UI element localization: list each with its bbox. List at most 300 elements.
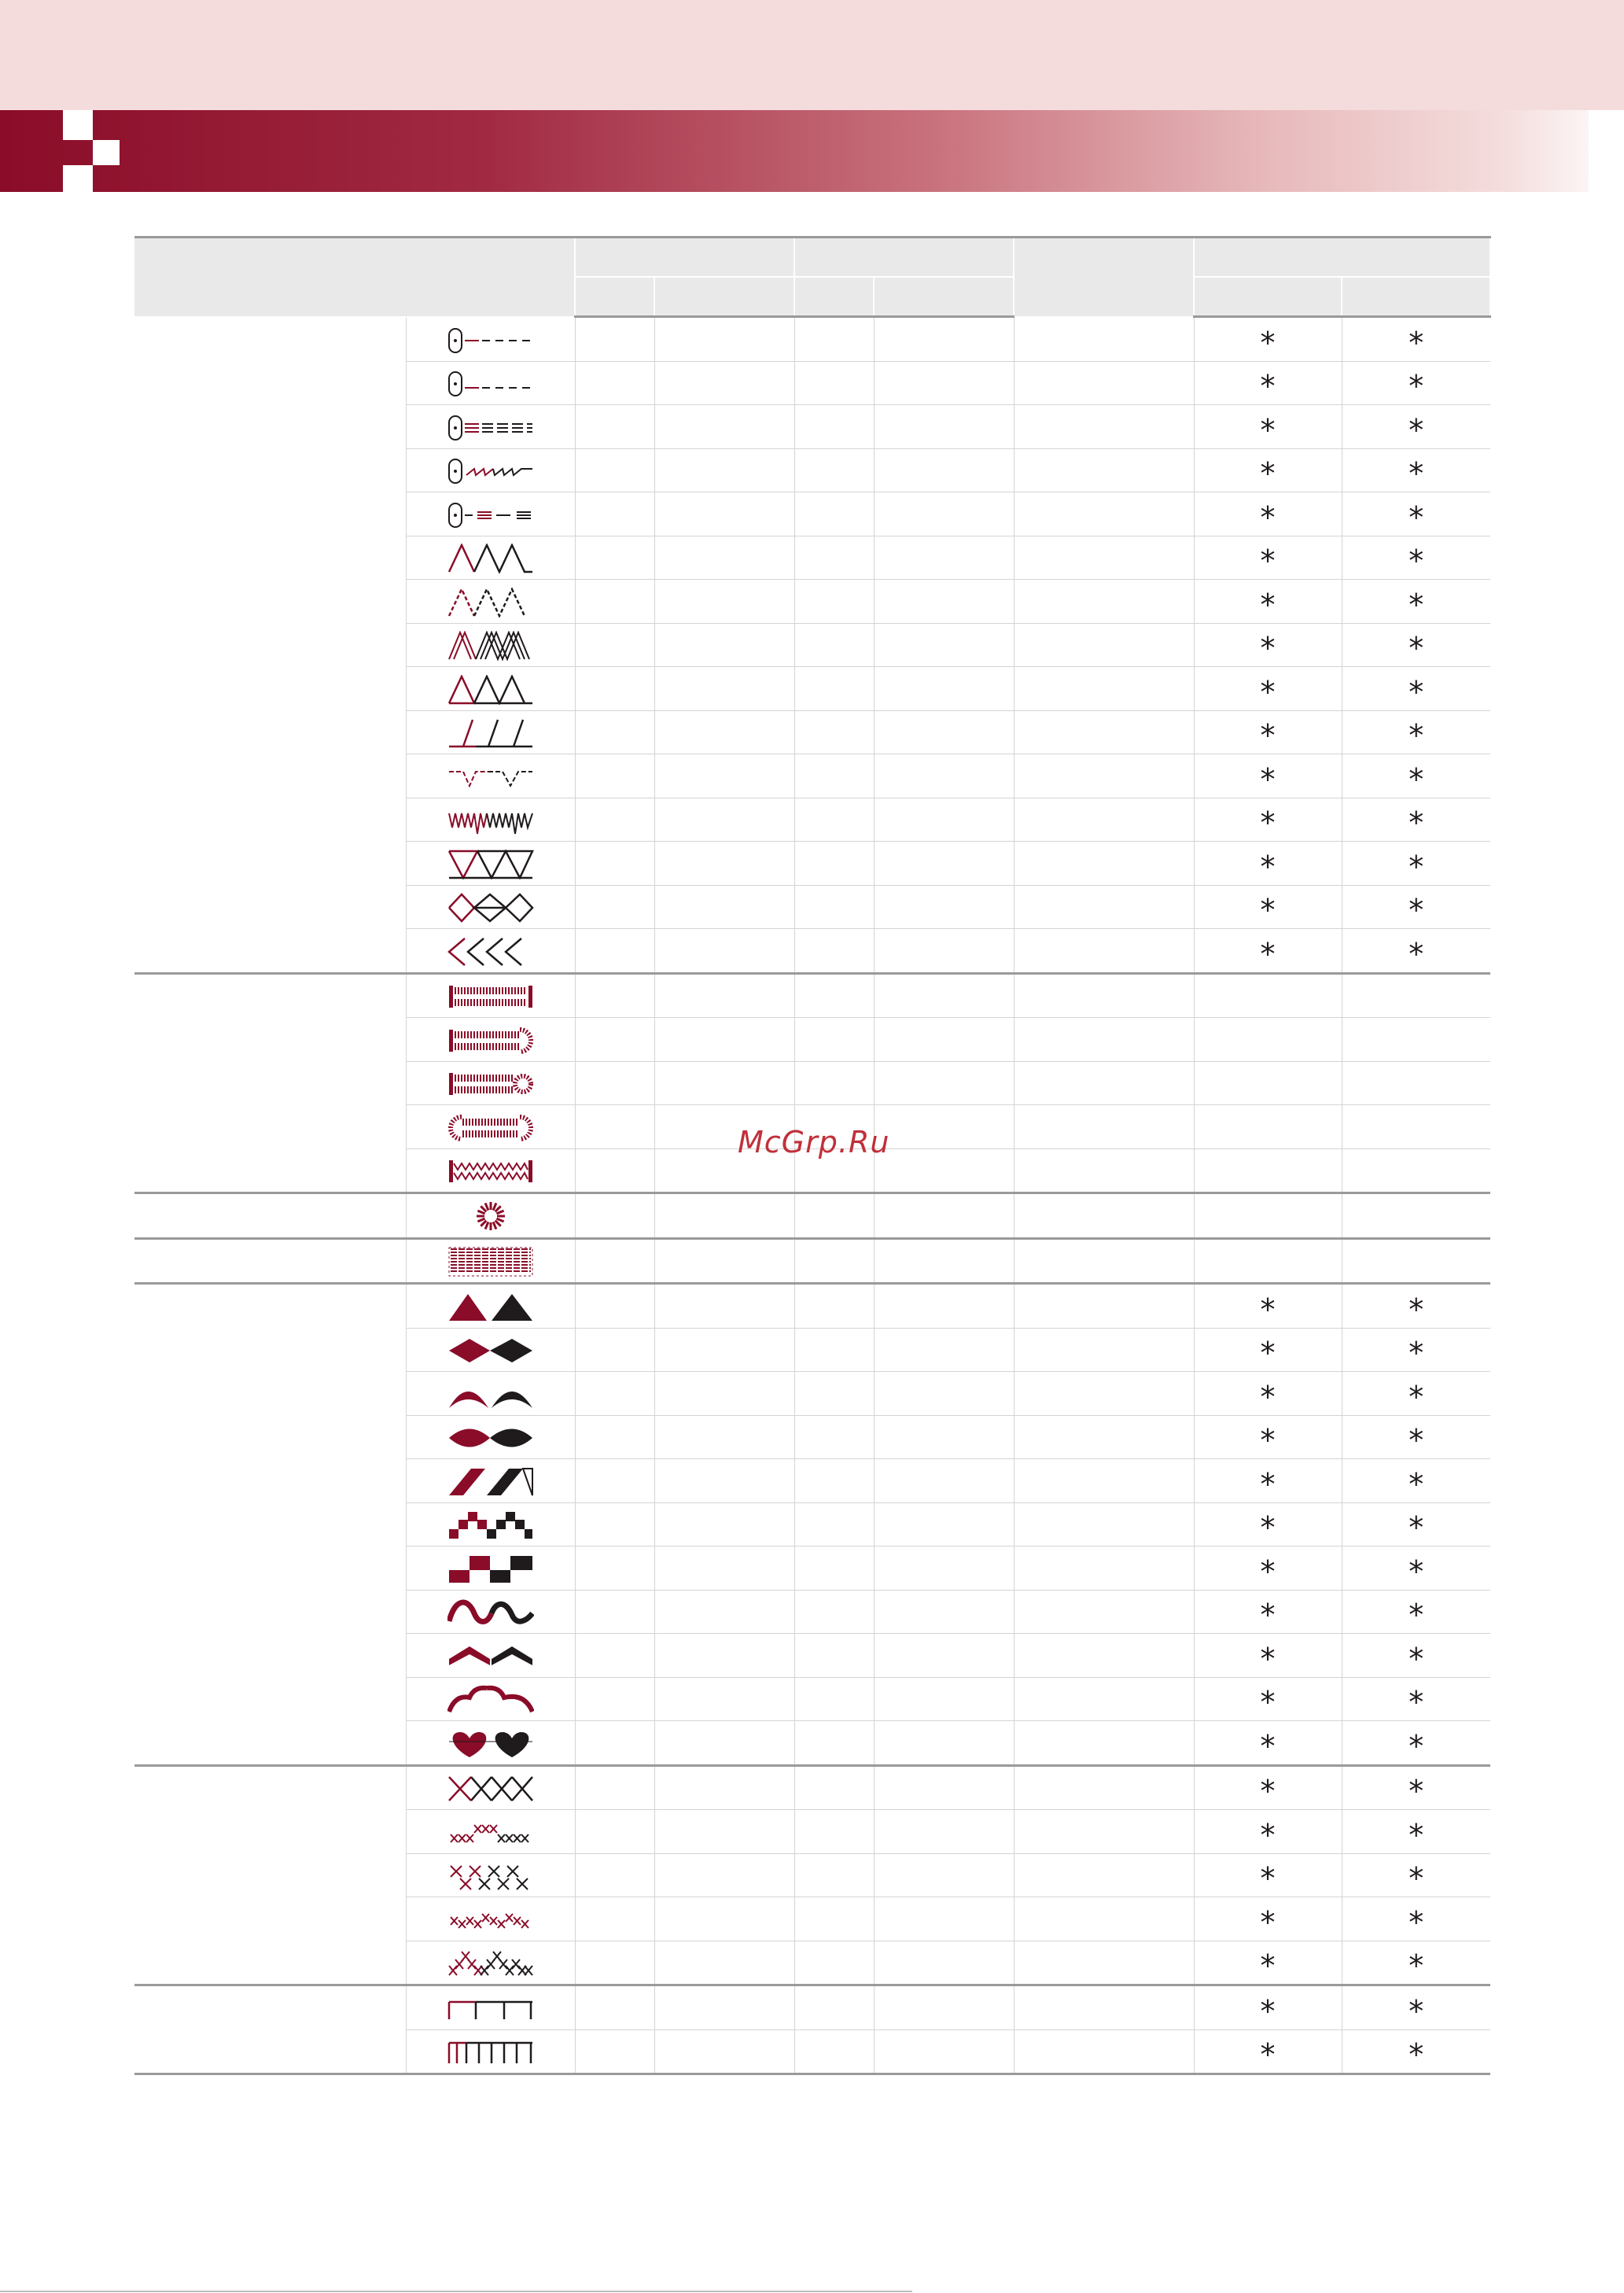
empty-cell bbox=[874, 929, 1014, 974]
asterisk-mark: * bbox=[1260, 674, 1276, 710]
empty-cell bbox=[654, 1897, 794, 1941]
empty-cell bbox=[575, 1193, 654, 1239]
empty-cell bbox=[1014, 623, 1194, 667]
empty-cell bbox=[575, 1897, 654, 1941]
empty-cell bbox=[654, 1765, 794, 1810]
empty-cell bbox=[874, 623, 1014, 667]
empty-cell bbox=[874, 1238, 1014, 1284]
setting-cell bbox=[1194, 1853, 1342, 1897]
setting-cell bbox=[1194, 710, 1342, 754]
category-cell bbox=[134, 1765, 406, 1985]
empty-cell bbox=[654, 1677, 794, 1721]
empty-cell bbox=[654, 492, 794, 536]
empty-cell bbox=[575, 1546, 654, 1591]
empty-cell bbox=[874, 1502, 1014, 1546]
satin-arch-icon bbox=[406, 1372, 575, 1416]
stretch-straight-stitch-icon bbox=[406, 448, 575, 492]
empty-cell bbox=[874, 361, 1014, 405]
empty-cell bbox=[654, 1415, 794, 1459]
satin-triangle-icon bbox=[406, 1284, 575, 1329]
empty-cell bbox=[874, 1721, 1014, 1766]
setting-cell bbox=[1194, 317, 1342, 362]
setting-cell bbox=[1194, 798, 1342, 842]
watermark: McGrp.Ru bbox=[738, 1125, 890, 1159]
empty-cell bbox=[575, 536, 654, 580]
asterisk-mark: * bbox=[1409, 2037, 1424, 2073]
category-cell bbox=[134, 317, 406, 974]
empty-cell bbox=[575, 1590, 654, 1634]
empty-cell bbox=[575, 1415, 654, 1459]
asterisk-mark: * bbox=[1260, 805, 1276, 841]
header-band bbox=[0, 0, 1624, 110]
empty-cell bbox=[1014, 1105, 1194, 1149]
elastic-zigzag-icon bbox=[406, 798, 575, 842]
empty-cell bbox=[874, 1328, 1014, 1372]
asterisk-mark: * bbox=[1409, 718, 1424, 754]
asterisk-mark: * bbox=[1409, 1685, 1424, 1720]
empty-cell bbox=[794, 929, 874, 974]
setting-cell bbox=[1194, 1459, 1342, 1503]
empty-cell bbox=[654, 448, 794, 492]
empty-cell bbox=[575, 1459, 654, 1503]
empty-cell bbox=[575, 842, 654, 886]
empty-cell bbox=[575, 798, 654, 842]
asterisk-mark: * bbox=[1409, 412, 1424, 448]
setting-cell bbox=[1194, 1502, 1342, 1546]
setting-cell bbox=[1342, 536, 1490, 580]
satin-checker-small-icon bbox=[406, 1502, 575, 1546]
asterisk-mark: * bbox=[1260, 893, 1276, 928]
setting-cell bbox=[1342, 448, 1490, 492]
setting-cell bbox=[1194, 754, 1342, 798]
empty-cell bbox=[654, 1459, 794, 1503]
asterisk-mark: * bbox=[1409, 1904, 1424, 1940]
header-group-b bbox=[794, 238, 1014, 278]
setting-cell bbox=[1342, 798, 1490, 842]
setting-cell bbox=[1342, 973, 1490, 1018]
triple-straight-stitch-icon bbox=[406, 405, 575, 449]
empty-cell bbox=[654, 1061, 794, 1105]
empty-cell bbox=[874, 1853, 1014, 1897]
empty-cell bbox=[794, 361, 874, 405]
empty-cell bbox=[794, 1853, 874, 1897]
empty-cell bbox=[575, 1238, 654, 1284]
footer-rule bbox=[0, 2291, 912, 2292]
empty-cell bbox=[1014, 1372, 1194, 1416]
satin-parallelogram-icon bbox=[406, 1459, 575, 1503]
asterisk-mark: * bbox=[1260, 2037, 1276, 2073]
asterisk-mark: * bbox=[1260, 718, 1276, 754]
empty-cell bbox=[575, 885, 654, 929]
empty-cell bbox=[1014, 1193, 1194, 1239]
darning-icon bbox=[406, 1238, 575, 1284]
setting-cell bbox=[1194, 1546, 1342, 1591]
setting-cell bbox=[1194, 1284, 1342, 1329]
header-stitch bbox=[134, 238, 575, 317]
asterisk-mark: * bbox=[1260, 500, 1276, 535]
setting-cell bbox=[1342, 885, 1490, 929]
setting-cell bbox=[1342, 1061, 1490, 1105]
empty-cell bbox=[794, 667, 874, 711]
header-b2 bbox=[874, 277, 1014, 317]
empty-cell bbox=[1014, 1284, 1194, 1329]
empty-cell bbox=[575, 710, 654, 754]
empty-cell bbox=[874, 448, 1014, 492]
asterisk-mark: * bbox=[1409, 325, 1424, 360]
setting-cell bbox=[1342, 754, 1490, 798]
cross-stitch-flower-icon bbox=[406, 1897, 575, 1941]
empty-cell bbox=[874, 973, 1014, 1018]
empty-cell bbox=[1014, 361, 1194, 405]
header-c2 bbox=[1342, 277, 1490, 317]
setting-cell bbox=[1342, 1985, 1490, 2030]
empty-cell bbox=[1014, 798, 1194, 842]
empty-cell bbox=[794, 1590, 874, 1634]
empty-cell bbox=[654, 1372, 794, 1416]
setting-cell bbox=[1194, 1238, 1342, 1284]
header-a2 bbox=[654, 277, 794, 317]
category-cell bbox=[134, 1238, 406, 1284]
blind-hem-slant-icon bbox=[406, 710, 575, 754]
setting-cell bbox=[1342, 405, 1490, 449]
setting-cell bbox=[1342, 929, 1490, 974]
empty-cell bbox=[794, 1546, 874, 1591]
empty-cell bbox=[794, 623, 874, 667]
title-bar-notch bbox=[1589, 110, 1624, 192]
empty-cell bbox=[654, 1238, 794, 1284]
asterisk-mark: * bbox=[1260, 1728, 1276, 1764]
empty-cell bbox=[575, 405, 654, 449]
empty-cell bbox=[874, 2029, 1014, 2074]
empty-cell bbox=[1014, 842, 1194, 886]
empty-cell bbox=[654, 1546, 794, 1591]
empty-cell bbox=[1014, 1061, 1194, 1105]
empty-cell bbox=[794, 317, 874, 362]
checker-logo-square bbox=[93, 140, 120, 165]
empty-cell bbox=[794, 1810, 874, 1854]
cross-overlock-icon bbox=[406, 885, 575, 929]
header-c1 bbox=[1194, 277, 1342, 317]
empty-cell bbox=[874, 1061, 1014, 1105]
satin-wave-icon bbox=[406, 1590, 575, 1634]
setting-cell bbox=[1194, 1941, 1342, 1985]
asterisk-mark: * bbox=[1260, 1641, 1276, 1676]
empty-cell bbox=[575, 1328, 654, 1372]
empty-cell bbox=[575, 1765, 654, 1810]
category-cell bbox=[134, 1193, 406, 1239]
satin-scallop-icon bbox=[406, 1677, 575, 1721]
setting-cell bbox=[1194, 1590, 1342, 1634]
empty-cell bbox=[794, 710, 874, 754]
asterisk-mark: * bbox=[1260, 1336, 1276, 1371]
cross-stitch-tree-icon bbox=[406, 1941, 575, 1985]
table-row bbox=[134, 1765, 1490, 1810]
asterisk-mark: * bbox=[1409, 1554, 1424, 1589]
setting-cell bbox=[1342, 492, 1490, 536]
empty-cell bbox=[1014, 448, 1194, 492]
setting-cell bbox=[1194, 1634, 1342, 1678]
empty-cell bbox=[874, 1546, 1014, 1591]
setting-cell bbox=[1342, 1677, 1490, 1721]
empty-cell bbox=[575, 1284, 654, 1329]
setting-cell bbox=[1194, 1765, 1342, 1810]
asterisk-mark: * bbox=[1409, 849, 1424, 884]
asterisk-mark: * bbox=[1260, 1685, 1276, 1720]
empty-cell bbox=[654, 623, 794, 667]
empty-cell bbox=[654, 1193, 794, 1239]
empty-cell bbox=[1014, 1238, 1194, 1284]
empty-cell bbox=[794, 580, 874, 624]
empty-cell bbox=[874, 1634, 1014, 1678]
empty-cell bbox=[575, 1148, 654, 1193]
asterisk-mark: * bbox=[1409, 1466, 1424, 1502]
empty-cell bbox=[794, 1941, 874, 1985]
empty-cell bbox=[575, 667, 654, 711]
asterisk-mark: * bbox=[1409, 587, 1424, 622]
empty-cell bbox=[794, 842, 874, 886]
header-b1 bbox=[794, 277, 874, 317]
empty-cell bbox=[654, 1284, 794, 1329]
empty-cell bbox=[874, 1897, 1014, 1941]
asterisk-mark: * bbox=[1409, 1423, 1424, 1458]
empty-cell bbox=[874, 1415, 1014, 1459]
asterisk-mark: * bbox=[1260, 544, 1276, 579]
empty-cell bbox=[575, 1677, 654, 1721]
empty-cell bbox=[1014, 1415, 1194, 1459]
empty-cell bbox=[654, 885, 794, 929]
setting-cell bbox=[1342, 1459, 1490, 1503]
setting-cell bbox=[1342, 361, 1490, 405]
empty-cell bbox=[1014, 405, 1194, 449]
empty-cell bbox=[794, 1721, 874, 1766]
empty-cell bbox=[654, 1590, 794, 1634]
empty-cell bbox=[1014, 973, 1194, 1018]
empty-cell bbox=[1014, 1634, 1194, 1678]
empty-cell bbox=[874, 536, 1014, 580]
setting-cell bbox=[1342, 1765, 1490, 1810]
setting-cell bbox=[1342, 1590, 1490, 1634]
asterisk-mark: * bbox=[1260, 1904, 1276, 1940]
table-row bbox=[134, 1284, 1490, 1329]
header-group-a bbox=[575, 238, 794, 278]
empty-cell bbox=[654, 973, 794, 1018]
empty-cell bbox=[654, 1721, 794, 1766]
empty-cell bbox=[654, 536, 794, 580]
setting-cell bbox=[1194, 1810, 1342, 1854]
satin-heart-icon bbox=[406, 1721, 575, 1766]
setting-cell bbox=[1194, 1677, 1342, 1721]
table-row bbox=[134, 317, 1490, 362]
setting-cell bbox=[1342, 1502, 1490, 1546]
cross-stitch-double-icon bbox=[406, 1853, 575, 1897]
empty-cell bbox=[794, 448, 874, 492]
setting-cell bbox=[1194, 1148, 1342, 1193]
empty-cell bbox=[794, 1328, 874, 1372]
setting-cell bbox=[1342, 667, 1490, 711]
empty-cell bbox=[575, 973, 654, 1018]
asterisk-mark: * bbox=[1260, 1466, 1276, 1502]
empty-cell bbox=[794, 885, 874, 929]
header-a1 bbox=[575, 277, 654, 317]
empty-cell bbox=[1014, 1897, 1194, 1941]
empty-cell bbox=[874, 1941, 1014, 1985]
empty-cell bbox=[1014, 2029, 1194, 2074]
empty-cell bbox=[794, 1459, 874, 1503]
empty-cell bbox=[874, 754, 1014, 798]
feather-stitch-icon bbox=[406, 929, 575, 974]
asterisk-mark: * bbox=[1409, 805, 1424, 841]
empty-cell bbox=[874, 667, 1014, 711]
asterisk-mark: * bbox=[1260, 1598, 1276, 1633]
setting-cell bbox=[1194, 667, 1342, 711]
setting-cell bbox=[1194, 405, 1342, 449]
setting-cell bbox=[1342, 1546, 1490, 1591]
setting-cell bbox=[1194, 1372, 1342, 1416]
setting-cell bbox=[1194, 929, 1342, 974]
setting-cell bbox=[1194, 492, 1342, 536]
empty-cell bbox=[794, 1765, 874, 1810]
empty-cell bbox=[575, 580, 654, 624]
asterisk-mark: * bbox=[1260, 936, 1276, 971]
empty-cell bbox=[1014, 1985, 1194, 2030]
empty-cell bbox=[794, 536, 874, 580]
header-group-c bbox=[1194, 238, 1490, 278]
empty-cell bbox=[1014, 536, 1194, 580]
empty-cell bbox=[575, 929, 654, 974]
asterisk-mark: * bbox=[1409, 1993, 1424, 2029]
table-row bbox=[134, 1238, 1490, 1284]
empty-cell bbox=[794, 754, 874, 798]
comb-stitch-icon bbox=[406, 1985, 575, 2030]
empty-cell bbox=[794, 1985, 874, 2030]
empty-cell bbox=[575, 623, 654, 667]
eyelet-icon bbox=[406, 1193, 575, 1239]
empty-cell bbox=[794, 1061, 874, 1105]
empty-cell bbox=[874, 492, 1014, 536]
asterisk-mark: * bbox=[1409, 761, 1424, 797]
asterisk-mark: * bbox=[1260, 1861, 1276, 1897]
empty-cell bbox=[1014, 1677, 1194, 1721]
basting-stitch-icon bbox=[406, 492, 575, 536]
empty-cell bbox=[575, 1105, 654, 1149]
asterisk-mark: * bbox=[1260, 1817, 1276, 1852]
setting-cell bbox=[1342, 1941, 1490, 1985]
asterisk-mark: * bbox=[1260, 456, 1276, 492]
empty-cell bbox=[874, 580, 1014, 624]
setting-cell bbox=[1194, 2029, 1342, 2074]
empty-cell bbox=[874, 885, 1014, 929]
asterisk-mark: * bbox=[1409, 1510, 1424, 1546]
table-body bbox=[134, 317, 1490, 2074]
empty-cell bbox=[1014, 710, 1194, 754]
asterisk-mark: * bbox=[1409, 456, 1424, 492]
empty-cell bbox=[874, 842, 1014, 886]
asterisk-mark: * bbox=[1409, 1948, 1424, 1984]
asterisk-mark: * bbox=[1409, 500, 1424, 535]
empty-cell bbox=[874, 1810, 1014, 1854]
cross-stitch-small-icon bbox=[406, 1810, 575, 1854]
empty-cell bbox=[794, 1372, 874, 1416]
setting-cell bbox=[1194, 361, 1342, 405]
setting-cell bbox=[1342, 1415, 1490, 1459]
setting-cell bbox=[1194, 580, 1342, 624]
empty-cell bbox=[654, 1853, 794, 1897]
asterisk-mark: * bbox=[1409, 1774, 1424, 1809]
empty-cell bbox=[874, 1372, 1014, 1416]
empty-cell bbox=[874, 1459, 1014, 1503]
empty-cell bbox=[1014, 317, 1194, 362]
empty-cell bbox=[654, 1985, 794, 2030]
empty-cell bbox=[874, 1193, 1014, 1239]
setting-cell bbox=[1194, 973, 1342, 1018]
empty-cell bbox=[1014, 1546, 1194, 1591]
asterisk-mark: * bbox=[1409, 893, 1424, 928]
empty-cell bbox=[654, 361, 794, 405]
empty-cell bbox=[654, 1502, 794, 1546]
checker-logo bbox=[63, 110, 93, 140]
setting-cell bbox=[1342, 1148, 1490, 1193]
setting-cell bbox=[1194, 1721, 1342, 1766]
empty-cell bbox=[1014, 667, 1194, 711]
empty-cell bbox=[1014, 1765, 1194, 1810]
empty-cell bbox=[1014, 492, 1194, 536]
setting-cell bbox=[1342, 842, 1490, 886]
empty-cell bbox=[874, 1105, 1014, 1149]
empty-cell bbox=[794, 973, 874, 1018]
asterisk-mark: * bbox=[1260, 1993, 1276, 2029]
empty-cell bbox=[794, 1238, 874, 1284]
category-cell bbox=[134, 973, 406, 1193]
comb-stitch-dense-icon bbox=[406, 2029, 575, 2074]
empty-cell bbox=[575, 1061, 654, 1105]
setting-cell bbox=[1342, 1105, 1490, 1149]
setting-cell bbox=[1342, 317, 1490, 362]
setting-cell bbox=[1194, 885, 1342, 929]
asterisk-mark: * bbox=[1409, 1728, 1424, 1764]
cross-stitch-icon bbox=[406, 1765, 575, 1810]
setting-cell bbox=[1194, 1328, 1342, 1372]
empty-cell bbox=[654, 929, 794, 974]
asterisk-mark: * bbox=[1260, 325, 1276, 360]
empty-cell bbox=[654, 2029, 794, 2074]
empty-cell bbox=[794, 1415, 874, 1459]
asterisk-mark: * bbox=[1260, 1948, 1276, 1984]
setting-cell bbox=[1342, 1328, 1490, 1372]
asterisk-mark: * bbox=[1260, 849, 1276, 884]
empty-cell bbox=[1014, 1941, 1194, 1985]
empty-cell bbox=[575, 754, 654, 798]
empty-cell bbox=[575, 1721, 654, 1766]
empty-cell bbox=[575, 1018, 654, 1062]
empty-cell bbox=[1014, 580, 1194, 624]
setting-cell bbox=[1342, 2029, 1490, 2074]
empty-cell bbox=[874, 1765, 1014, 1810]
empty-cell bbox=[794, 1284, 874, 1329]
setting-cell bbox=[1194, 536, 1342, 580]
asterisk-mark: * bbox=[1260, 1379, 1276, 1414]
setting-cell bbox=[1342, 580, 1490, 624]
setting-cell bbox=[1342, 1238, 1490, 1284]
empty-cell bbox=[575, 2029, 654, 2074]
empty-cell bbox=[1014, 1590, 1194, 1634]
setting-cell bbox=[1342, 623, 1490, 667]
empty-cell bbox=[1014, 885, 1194, 929]
setting-cell bbox=[1194, 1018, 1342, 1062]
empty-cell bbox=[575, 361, 654, 405]
empty-cell bbox=[794, 405, 874, 449]
asterisk-mark: * bbox=[1409, 1641, 1424, 1676]
empty-cell bbox=[1014, 1018, 1194, 1062]
